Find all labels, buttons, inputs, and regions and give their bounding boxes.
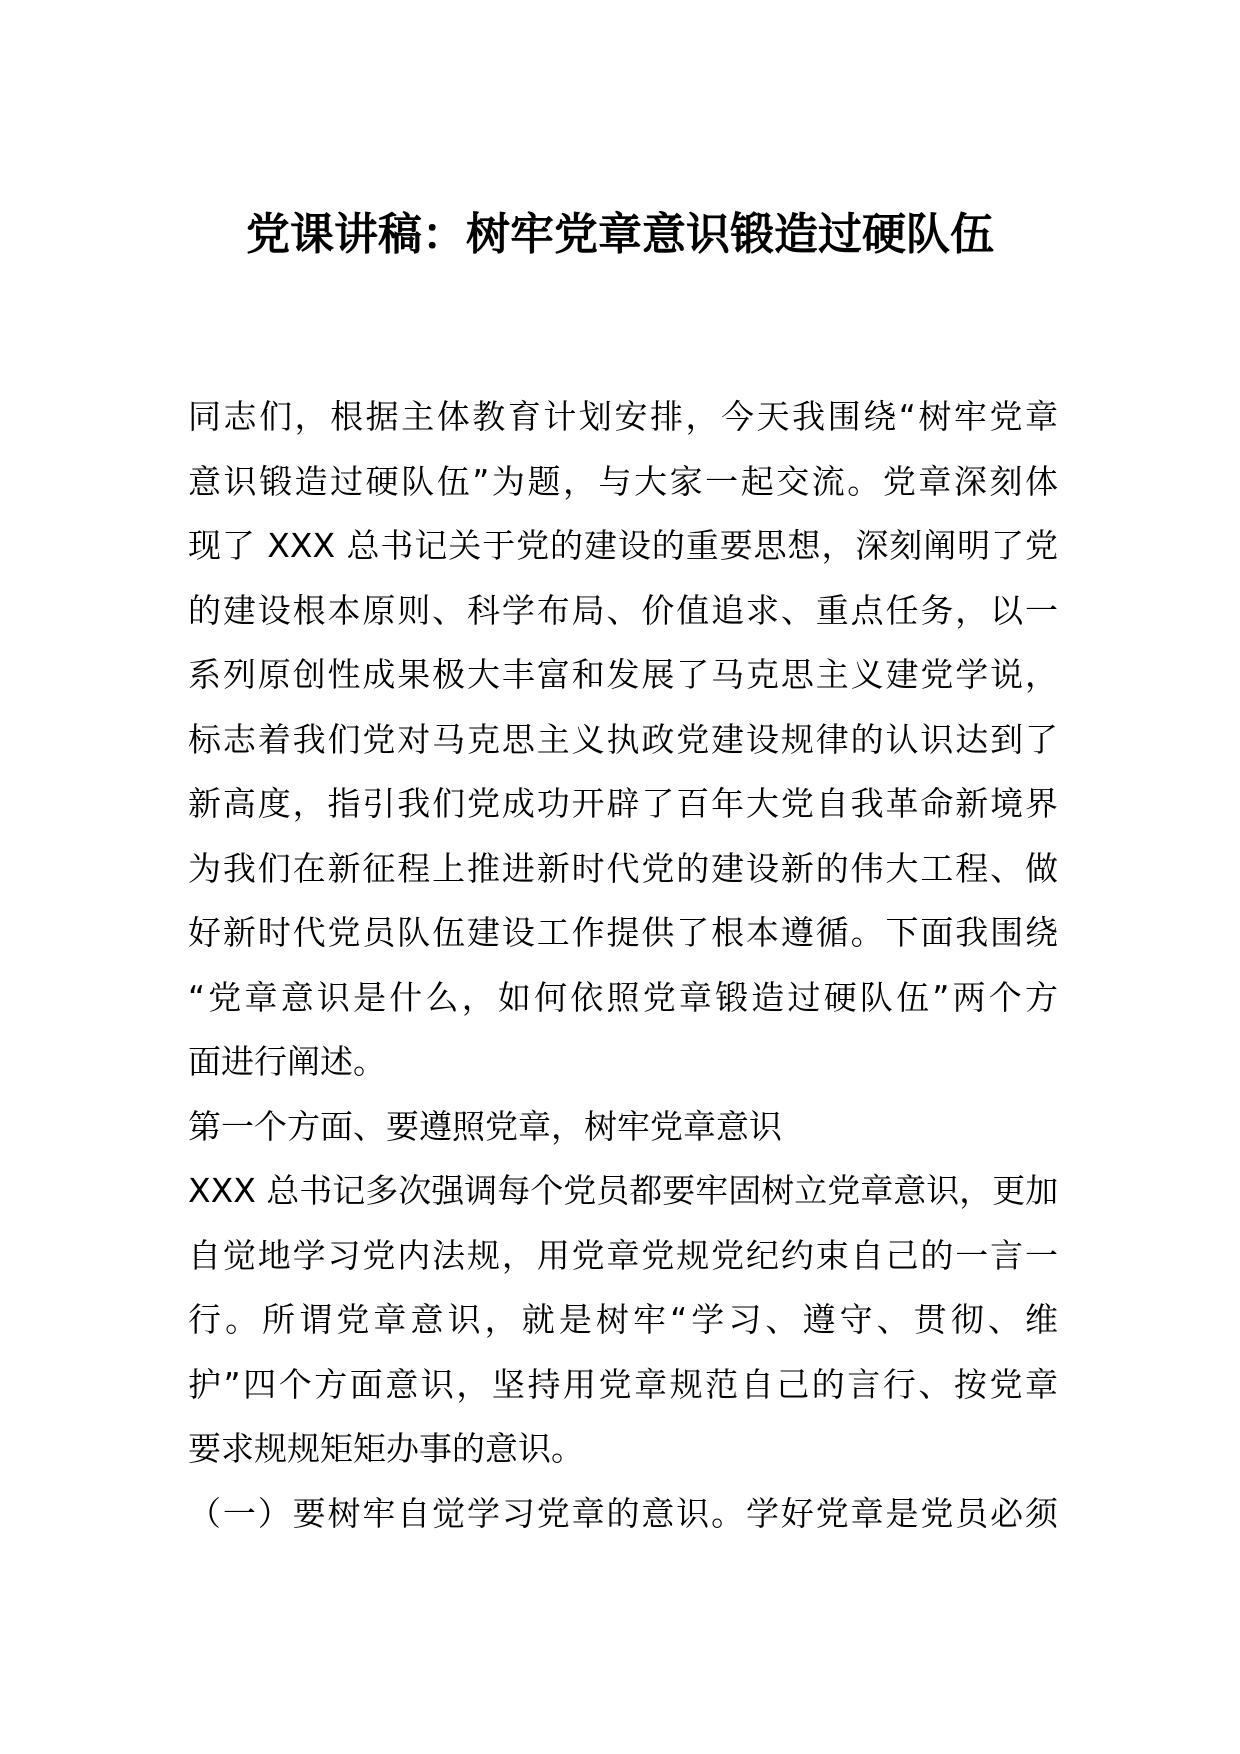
body-line-8: 为我们在新征程上推进新时代党的建设新的伟大工程、做: [188, 848, 1058, 888]
body-line-4: 的建设根本原则、科学布局、价值追求、重点任务，以一: [188, 590, 1058, 630]
body-line-17: 要求规规矩矩办事的意识。: [188, 1429, 584, 1468]
document-title: 党课讲稿：树牢党章意识锻造过硬队伍: [246, 209, 994, 260]
body-line-7: 新高度，指引我们党成功开辟了百年大党自我革命新境界: [188, 784, 1058, 823]
body-line-5: 系列原创性成果极大丰富和发展了马克思主义建党学说，: [188, 655, 1058, 694]
body-line-2: 意识锻造过硬队伍”为题，与大家一起交流。党章深刻体: [188, 461, 1058, 501]
body-line-1: 同志们，根据主体教育计划安排，今天我围绕“树牢党章: [188, 397, 1058, 436]
body-line-11: 面进行阐述。: [188, 1042, 386, 1081]
body-line-9: 好新时代党员队伍建设工作提供了根本遵循。下面我围绕: [188, 913, 1058, 952]
body-line-16: 护”四个方面意识，坚持用党章规范自己的言行、按党章: [188, 1364, 1058, 1404]
body-line-13: XXX 总书记多次强调每个党员都要牢固树立党章意识，更加: [188, 1171, 1059, 1210]
body-line-10: “党章意识是什么，如何依照党章锻造过硬队伍”两个方: [188, 977, 1058, 1017]
section-heading-1: 第一个方面、要遵照党章，树牢党章意识: [188, 1106, 782, 1146]
document-body: [188, 385, 1058, 1546]
body-line-3: 现了 XXX 总书记关于党的建设的重要思想，深刻阐明了党: [188, 526, 1058, 565]
body-line-14: 自觉地学习党内法规，用党章党规党纪约束自己的一言一: [188, 1235, 1058, 1275]
body-line-15: 行。所谓党章意识，就是树牢“学习、遵守、贯彻、维: [188, 1300, 1058, 1339]
subsection-heading-1: （一）要树牢自觉学习党章的意识。学好党章是党员必须: [188, 1493, 1058, 1533]
body-line-6: 标志着我们党对马克思主义执政党建设规律的认识达到了: [188, 719, 1058, 759]
